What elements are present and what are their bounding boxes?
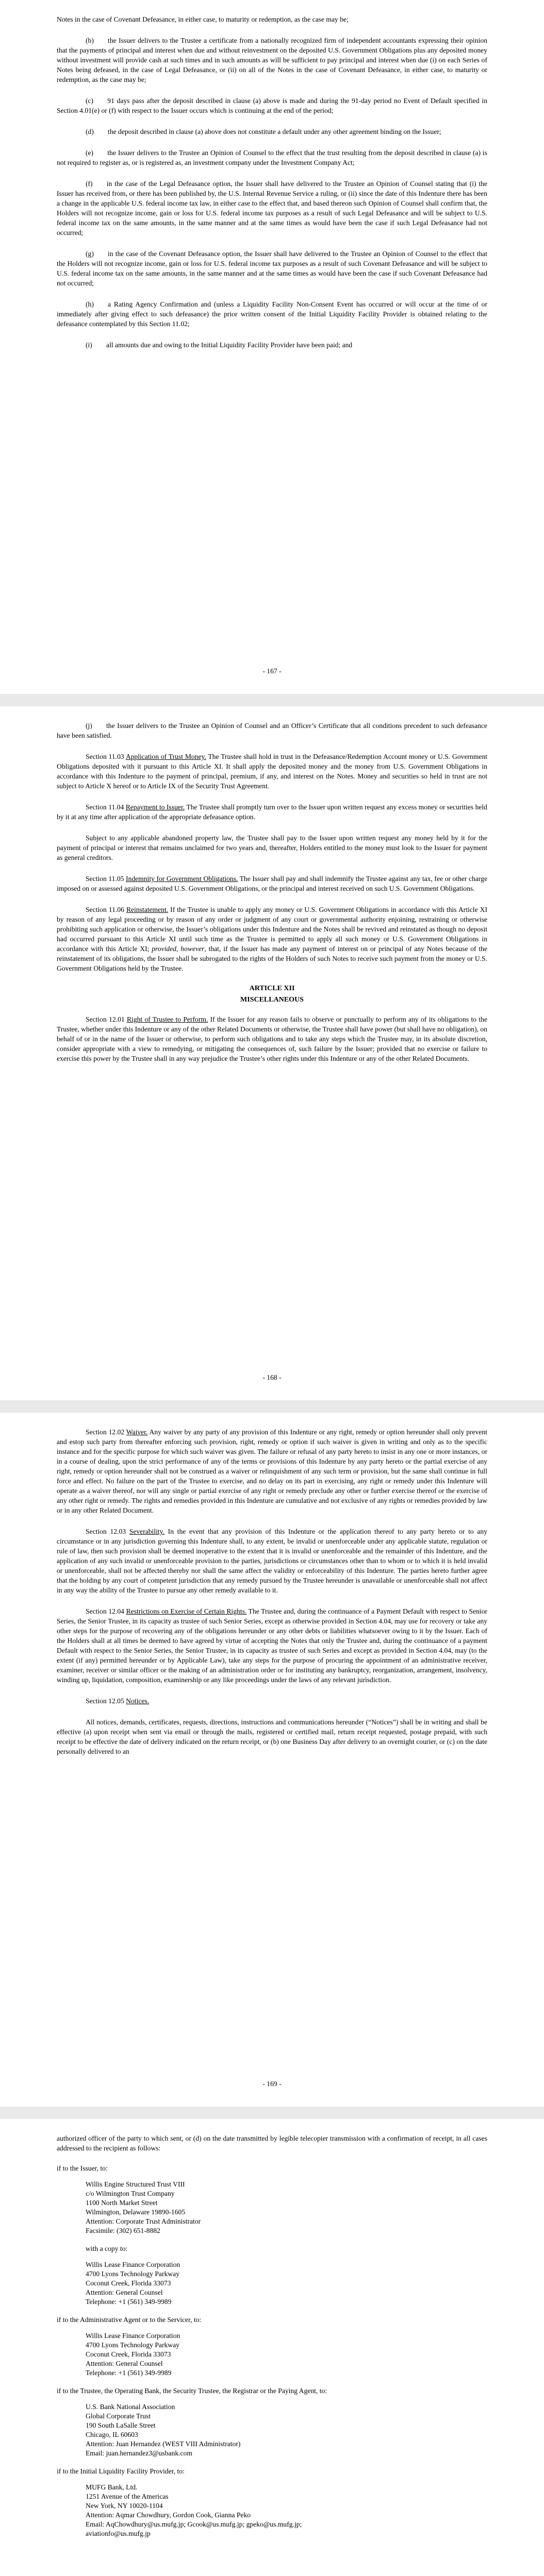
clause-text: 91 days pass after the deposit described in clause (a) above is made and during the 91-day period no Event of Default specified in Section 4.01(e) or (f) with respect to the Issuer occurs which is continuing at the end of the period;: [57, 97, 487, 114]
section-12-04: [57, 1606, 487, 1685]
address-line: aviationfo@us.mufg.jp: [86, 2530, 151, 2537]
address-line: 1251 Avenue of the Americas: [86, 2493, 169, 2500]
section-number: Section 12.05: [86, 1697, 124, 1705]
section-text: The Trustee shall promptly turn over to the Issuer upon written request any excess money or securities held by it at any time after application of the appropriate defeasance option.: [57, 803, 487, 821]
section-text: If the Issuer for any reason fails to observe or punctually to perform any of its obligations to the Trustee, whether under this Indenture or any of the other Related Documents or otherwise, the Trustee shall have power (but shall have no obligation), on behalf of or in the name of the Issuer or otherwise, to perform such obligations and to take any steps which the Trustee may, in its absolute discretion, consider appropriate with a view to remedying, or mitigating the consequences of, such failure by the Issuer; provided that no exercise or failure to exercise this power by the Trustee shall in any way prejudice the Trustee’s other rights under this Indenture or any of the other Related Documents.: [57, 1015, 487, 1062]
address-line: Email: juan.hernandez3@usbank.com: [86, 2449, 192, 2457]
paragraph-j: [57, 721, 487, 740]
section-number: Section 11.03: [86, 753, 124, 760]
section-number: Section 12.04: [86, 1607, 124, 1615]
notices-continued: authorized officer of the party to which sent, or (d) on the date transmitted by legible telecopier transmission with a confirmation of receipt, in all cases addressed to the recipient as follows:: [57, 2134, 487, 2152]
trustee-address: [86, 2402, 487, 2458]
issuer-address: [86, 2180, 487, 2235]
address-line: Willis Engine Structured Trust VIII: [86, 2180, 185, 2188]
clause-text: the deposit described in clause (a) above does not constitute a default under any other agreement binding on the Issuer;: [108, 128, 441, 135]
section-12-03: [57, 1527, 487, 1595]
clause-label: (j): [86, 722, 92, 730]
section-12-01: [57, 1014, 487, 1063]
clause-text: in the case of the Legal Defeasance option, the Issuer shall have delivered to the Trustee an Opinion of Counsel stating that (i) the Issuer has received from, or there has been published by, the U.S. Internal Revenue Service a ruling, or (ii) since the date of this Indenture there has been a change in the applicable U.S. federal income tax law, in either case to the effect that, and based thereon such Opinion of Counsel shall confirm that, the Holders will not recognize income, gain or loss for U.S. federal income tax purposes as a result of such Legal Defeasance and will be subject to U.S. federal income tax on the same amounts, in the same manner and at the same times as would have been the case if such Legal Defeasance had not occurred;: [57, 180, 487, 236]
paragraph-f: [57, 179, 487, 238]
address-line: New York, NY 10020-1104: [86, 2502, 163, 2510]
lessee-address: [86, 2260, 487, 2307]
section-number: Section 11.05: [86, 875, 124, 883]
section-title: Severability.: [129, 1528, 164, 1535]
section-text: The Trustee shall hold in trust in the Defeasance/Redemption Account money or U.S. Government Obligations deposited with it pursuant to this Article XI. It shall apply the deposited money and the money from U.S. Government Obligations in accordance with this Indenture to the payment of principal, premium, if any, and interest on the Notes. Money and securities so held in trust are not subject to Article X hereof or to Article IX of the Security Trust Agreement.: [57, 753, 488, 790]
section-number: Section 12.03: [86, 1528, 126, 1535]
paragraph-g: [57, 249, 487, 288]
section-title: Notices.: [126, 1697, 150, 1705]
page-167: [0, 0, 544, 694]
clause-text: the Issuer delivers to the Trustee an Opinion of Counsel and an Officer’s Certificate that all conditions precedent to such defeasance have been satisfied.: [57, 722, 487, 739]
liquidity-provider-heading: if to the Initial Liquidity Facility Provider, to:: [57, 2467, 185, 2475]
address-line: Attention: General Counsel: [86, 2360, 163, 2367]
address-line: Telephone: +1 (561) 349-9989: [86, 2298, 172, 2306]
clause-text: in the case of the Covenant Defeasance option, the Issuer shall have delivered to the Trustee an Opinion of Counsel to the effect that the Holders will not recognize income, gain or loss for U.S. federal income tax purposes as a result of such Covenant Defeasance and will be subject to U.S. federal income tax on the same amounts, in the same manner and at the same times as would have been the case if such Covenant Defeasance had not occurred;: [57, 250, 487, 287]
clause-label: (d): [86, 128, 94, 135]
address-line: Email: AqChowdhury@us.mufg.jp; Gcook@us.mufg.jp; gpeko@us.mufg.jp;: [86, 2520, 302, 2528]
paragraph-b: [57, 36, 487, 84]
address-line: U.S. Bank National Association: [86, 2403, 175, 2411]
clause-label: (h): [86, 300, 94, 308]
section-11-05: [57, 874, 487, 893]
address-line: 1100 North Market Street: [86, 2199, 158, 2207]
section-number: Section 11.06: [86, 906, 124, 913]
proviso-italic: provided, however: [152, 945, 205, 953]
section-12-02: [57, 1427, 487, 1515]
address-line: c/o Wilmington Trust Company: [86, 2190, 175, 2197]
page-168: [0, 706, 544, 1400]
page-number: - 169 -: [262, 2080, 282, 2088]
address-line: 190 South LaSalle Street: [86, 2421, 156, 2429]
section-title: Waiver.: [126, 1428, 148, 1436]
section-text: Any waiver by any party of any provision of this Indenture or any right, remedy or option hereunder shall only prevent and estop such party from thereafter enforcing such provision, right, remedy or option if such waiver is given in writing and only as to the specific instance and for the specific purpose for which such waiver was given. The failure or refusal of any party hereto to insist in any one or more instances, or in a course of dealing, upon the strict performance of any of the terms or provisions of this Indenture by any party hereto or the partial exercise of any right, remedy or option hereunder shall not be construed as a waiver or relinquishment of any such term or provision, but the same shall continue in full force and effect. No failure on the part of the Trustee to exercise, and no delay on its part in exercising, any right or remedy under this Indenture will operate as a waiver thereof, nor will any single or partial exercise of any right or remedy preclude any other or further exercise thereof or the exercise of any other right or remedy. The rights and remedies provided in this Indenture are cumulative and not exclusive of any rights or remedies provided by law or in any other Related Document.: [57, 1428, 487, 1514]
clause-label: (f): [86, 180, 93, 188]
clause-label: (i): [86, 341, 92, 349]
address-line: Attention: Aqmar Chowdhury, Gordon Cook, Gianna Peko: [86, 2511, 251, 2519]
clause-text: the Issuer delivers to the Trustee an Opinion of Counsel to the effect that the trust resulting from the deposit described in clause (a) is not required to register as, or is registered as, an investment company under the Investment Company Act;: [57, 149, 487, 166]
agent-address: [86, 2331, 487, 2378]
clause-label: (b): [86, 37, 94, 44]
address-line: Facsimile: (302) 651-8882: [86, 2227, 160, 2234]
section-12-05-heading: [57, 1696, 487, 1706]
address-line: 4700 Lyons Technology Parkway: [86, 2341, 179, 2349]
section-title: Restrictions on Exercise of Certain Rights.: [126, 1607, 247, 1615]
address-line: Attention: General Counsel: [86, 2289, 163, 2296]
address-line: Willis Lease Finance Corporation: [86, 2332, 180, 2340]
section-11-03: [57, 752, 487, 791]
section-text: The Issuer shall pay and shall indemnify the Trustee against any tax, fee or other charge imposed on or assessed against deposited U.S. Government Obligations, or the principal and interest received on such U.S. Government Obligations.: [57, 875, 487, 892]
address-line: Willis Lease Finance Corporation: [86, 2261, 180, 2268]
section-number: Section 12.02: [86, 1428, 125, 1436]
section-12-05: All notices, demands, certificates, requests, directions, instructions and communications hereunder (“Notices”) shall be in writing and shall be effective (a) upon receipt when sent via email or through the mails, registered or certified mail, return receipt requested, postage prepaid, with such receipt to be effective the date of delivery indicated on the return receipt, or (b) one Business Day after delivery to an overnight courier, or (c) on the date personally delivered to an: [57, 1718, 487, 1755]
address-line: Telephone: +1 (561) 349-9989: [86, 2369, 172, 2377]
clause-text: all amounts due and owing to the Initial Liquidity Facility Provider have been paid; and: [106, 341, 353, 349]
section-text: The Trustee and, during the continuance of a Payment Default with respect to Senior Series, the Senior Trustee, in its capacity as trustee of such Senior Series, except as otherwise provided in Section 4.04, may use for recovery or take any other steps for the purpose of recovering any of the obligations hereunder or any other debts or liabilities whatsoever owing to it by the Issuer. Each of the Holders shall at all times be deemed to have agreed by virtue of accepting the Notes that only the Trustee and, during the continuance of a payment Default with respect to the Senior Series, the Senior Trustee, in its capacity as trustee of such Series and except as provided in Section 4.04, may (to the extent (if any) permitted hereunder or by Applicable Law), take any steps for the purpose of procuring the appointment of an administrative receiver, examiner, receiver or similar officer or the making of an administration order or for instituting any bankruptcy, reorganization, arrangement, insolvency, winding up, liquidation, composition, examinership or any like proceedings under the laws of any relevant jurisdiction.: [57, 1607, 488, 1684]
page-170: [0, 2119, 544, 2576]
address-line: Attention: Juan Hernandez (WEST VIII Administrator): [86, 2440, 241, 2448]
address-line: Global Corporate Trust: [86, 2412, 151, 2420]
section-title: Application of Trust Money.: [125, 753, 206, 760]
section-11-04-continued: Subject to any applicable abandoned property law, the Trustee shall pay to the Issuer upon written request any money held by it for the payment of principal or interest that remains unclaimed for two years and, thereafter, Holders entitled to the money must look to the Issuer for payment as general creditors.: [57, 834, 487, 861]
page-169: [0, 1413, 544, 2107]
clause-label: (g): [86, 250, 94, 258]
paragraph-e: [57, 148, 487, 167]
address-line: Attention: Corporate Trust Administrator: [86, 2217, 201, 2225]
clause-text: the Issuer delivers to the Trustee a certificate from a nationally recognized firm of independent accountants expressing their opinion that the payments of principal and interest when due and without reinvestment on the deposited U.S. Government Obligations plus any deposited money without investment will provide cash at such times and in such amounts as will be sufficient to pay principal and interest when due (i) on each Series of Notes being defeased, in the case of Legal Defeasance, or (ii) on all of the Notes in the case of Covenant Defeasance, in either case, to maturity or redemption, as the case may be;: [57, 37, 487, 83]
clause-label: (c): [86, 97, 94, 105]
section-number: Section 12.01: [86, 1015, 125, 1023]
paragraph-c: [57, 96, 487, 115]
section-title: Indemnity for Government Obligations.: [126, 875, 238, 883]
section-text: If the Trustee is unable to apply any money or U.S. Government Obligations in accordance with this Article XI by reason of any legal proceeding or by reason of any order or judgment of any court or governmental authority enjoining, restraining or otherwise prohibiting such application or otherwise, the Issuer’s obligations under this Indenture and the Notes shall be revived and reinstated as though no deposit had occurred pursuant to this Article XI until such time as the Trustee is permitted to apply all such money or U.S. Government Obligations in accordance with this Article XI;: [57, 906, 487, 953]
liquidity-provider-address: [86, 2483, 487, 2538]
address-line: Coconut Creek, Florida 33073: [86, 2279, 171, 2287]
section-text: In the event that any provision of this Indenture or the application thereof to any party hereto or to any circumstance or in any jurisdiction governing this Indenture shall, to any extent, be invalid or unenforceable under any applicable statute, regulation or rule of law, then such provision shall be deemed inoperative to the extent that it is invalid or unenforceable and the remainder of this Indenture, and the application of any such invalid or unenforceable provision to the parties, jurisdictions or circumstances other than to whom or to which it is held invalid or unenforceable, shall not be affected thereby nor shall the same affect the validity or enforceability of this Indenture. The parties hereto further agree that the holding by any court of competent jurisdiction that any remedy pursued by the Trustee hereunder is unavailable or unenforceable shall not affect in any way the ability of the Trustee to pursue any other remedy available to it.: [57, 1528, 488, 1594]
page-number: - 167 -: [262, 667, 282, 675]
paragraph-d: [57, 127, 487, 137]
section-11-04: [57, 802, 487, 822]
trustee-heading: if to the Trustee, the Operating Bank, the Security Trustee, the Registrar or the Paying Agent, to:: [57, 2387, 327, 2395]
address-line: MUFG Bank, Ltd.: [86, 2483, 138, 2491]
page-number: - 168 -: [262, 1374, 282, 1381]
paragraph-h: [57, 299, 487, 329]
clause-label: (e): [86, 149, 94, 157]
section-title: Repayment to Issuer.: [125, 803, 185, 811]
section-text-continued: , that, if the Issuer has made any payment of interest on or principal of any Notes because of the reinstatement of its obligations, the Issuer shall be subrogated to the rights of the Holders of such Notes to receive such payment from the money or U.S. Government Obligations held by the Trustee.: [57, 945, 487, 972]
address-line: Wilmington, Delaware 19890-1605: [86, 2208, 186, 2216]
issuer-heading: if to the Issuer, to:: [57, 2164, 108, 2172]
paragraph-intro: Notes in the case of Covenant Defeasance, in either case, to maturity or redemption, as the case may be;: [57, 15, 349, 23]
paragraph-i: [57, 340, 487, 350]
address-line: Chicago, IL 60603: [86, 2431, 138, 2438]
address-line: 4700 Lyons Technology Parkway: [86, 2270, 179, 2278]
article-title: ARTICLE XII: [249, 985, 295, 992]
address-line: Coconut Creek, Florida 33073: [86, 2350, 171, 2358]
agent-heading: if to the Administrative Agent or to the Servicer, to:: [57, 2316, 202, 2324]
copy-to-label: with a copy to:: [86, 2245, 128, 2252]
article-subtitle: MISCELLANEOUS: [240, 996, 304, 1004]
section-11-06: [57, 905, 487, 973]
section-title: Right of Trustee to Perform.: [126, 1015, 208, 1023]
section-number: Section 11.04: [86, 803, 124, 811]
clause-text: a Rating Agency Confirmation and (unless a Liquidity Facility Non-Consent Event has occurred or will occur at the time of or immediately after giving effect to such defeasance) the prior written consent of the Initial Liquidity Facility Provider is obtained relating to the defeasance contemplated by this Section 11.02;: [57, 300, 487, 328]
section-title: Reinstatement.: [126, 906, 169, 913]
